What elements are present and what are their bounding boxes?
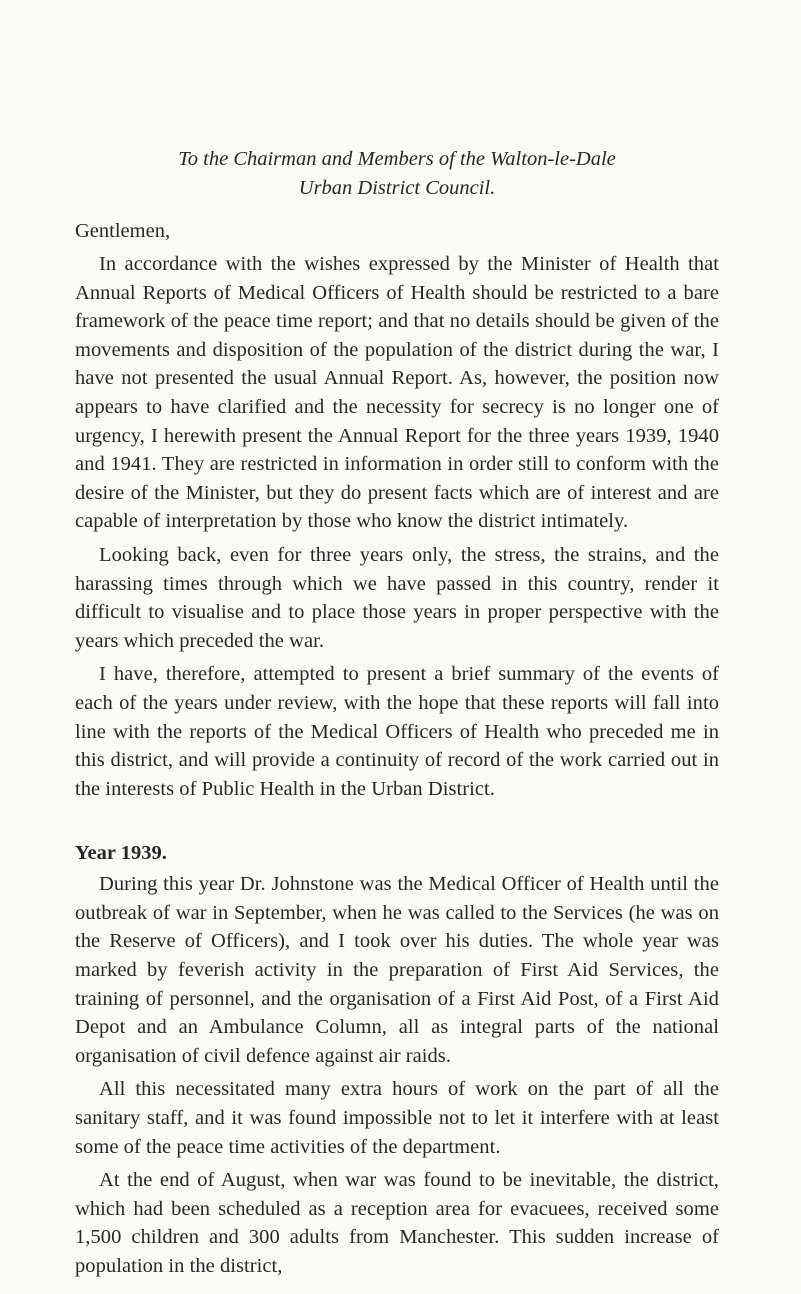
section-paragraph-2: All this necessitated many extra hours of work on the part of all the sanitary staff, and it was found impossible not to let it interfere with at least some of the peace time activities of the department. (75, 1078, 719, 1158)
addressee-line-1: To the Chairman and Members of the Walton-le-Dale (178, 148, 616, 170)
section-paragraph-1: During this year Dr. Johnstone was the Medical Officer of Health until the outbreak of war in September, when he was called to the Services (he was on the Reserve of Officers), and I took over his duties. The whole year was marked by feverish activity in the preparation of First Aid Services, the training of personnel, and the organisation of a First Aid Post, of a First Aid Depot and an Ambulance Column, all as integral parts of the national organisation of civil defence against air raids. (75, 873, 719, 1067)
addressee-heading (75, 145, 719, 203)
intro-paragraph-1: In accordance with the wishes expressed by the Minister of Health that Annual Reports of Medical Officers of Health should be restricted to a bare framework of the peace time report; and that no details should be given of the movements and disposition of the population of the district during the war, I have not presented the usual Annual Report. As, however, the position now appears to have clarified and the necessity for secrecy is no longer one of urgency, I herewith present the Annual Report for the three years 1939, 1940 and 1941. They are restricted in information in order still to conform with the desire of the Minister, but they do present facts which are of interest and are capable of interpretation by those who know the district intimately. (75, 253, 719, 533)
section-paragraph-3: At the end of August, when war was found to be inevitable, the district, which had been scheduled as a reception area for evacuees, received some 1,500 children and 300 adults from Manchester. This sudden increase of population in the district, (75, 1169, 719, 1277)
addressee-line-2: Urban District Council. (298, 177, 496, 199)
intro-paragraph-2: Looking back, even for three years only, the stress, the strains, and the harassing times through which we have passed in this country, render it difficult to visualise and to place those years in proper perspective with the years which preceded the war. (75, 543, 719, 652)
greeting: Gentlemen, (75, 220, 171, 242)
section-heading-year-1939: Year 1939. (75, 842, 167, 865)
intro-paragraph-3: I have, therefore, attempted to present a brief summary of the events of each of the years under review, with the hope that these reports will fall into line with the reports of the Medical Officers of Health who preceded me in this district, and will provide a continuity of record of the work carried out in the interests of Public Health in the Urban District. (75, 663, 719, 800)
